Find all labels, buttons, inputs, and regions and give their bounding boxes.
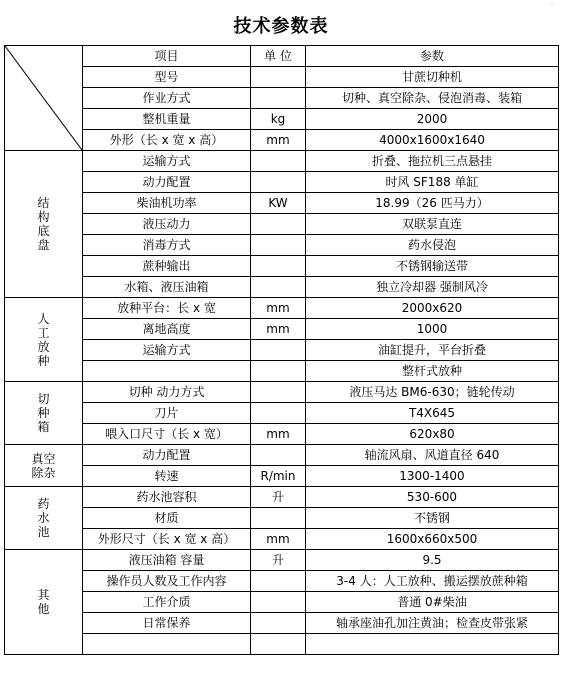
value-cell: 4000x1600x1640 (306, 130, 559, 151)
value-cell: 18.99（26 匹马力） (306, 193, 559, 214)
table-row (5, 487, 559, 508)
category-char: 人 (37, 311, 50, 326)
header-item: 项目 (83, 46, 251, 67)
diagonal-line (5, 46, 82, 150)
category-char: 箱 (37, 420, 50, 434)
value-cell: 切种、真空除杂、侵泡消毒、装箱 (306, 88, 559, 109)
category-char: 放 (37, 339, 50, 354)
table-row (5, 382, 559, 403)
item-cell: 刀片 (83, 403, 251, 424)
category-char: 底 (37, 224, 50, 238)
header-unit: 单 位 (251, 46, 306, 67)
value-cell: 药水侵泡 (306, 235, 559, 256)
unit-cell (251, 634, 306, 655)
category-cell (5, 487, 83, 550)
item-cell: 工作介质 (83, 592, 251, 613)
unit-cell (251, 340, 306, 361)
item-cell: 喂入口尺寸（长 x 宽） (83, 424, 251, 445)
category-cell (5, 382, 83, 445)
unit-cell (251, 88, 306, 109)
category-line: 真空 (31, 451, 56, 466)
item-cell: 水箱、液压油箱 (83, 277, 251, 298)
category-char: 盘 (37, 238, 50, 252)
category-cell (5, 151, 83, 298)
table-row (5, 214, 559, 235)
item-cell: 消毒方式 (83, 235, 251, 256)
item-cell: 材质 (83, 508, 251, 529)
value-cell: 2000x620 (306, 298, 559, 319)
table-row (5, 424, 559, 445)
value-cell: 2000 (306, 109, 559, 130)
table-row (5, 235, 559, 256)
table-row (5, 571, 559, 592)
category-cell (5, 550, 83, 655)
category-char: 种 (37, 353, 50, 368)
unit-cell: mm (251, 529, 306, 550)
value-cell: 液压马达 BM6-630；链轮传动 (306, 382, 559, 403)
value-cell: 1300-1400 (306, 466, 559, 487)
value-cell: 折叠、拖拉机三点悬挂 (306, 151, 559, 172)
table-row (5, 256, 559, 277)
table-row (5, 109, 559, 130)
value-cell: 1000 (306, 319, 559, 340)
table-row (5, 529, 559, 550)
value-cell: 普通 0#柴油 (306, 592, 559, 613)
category-char: 结 (37, 196, 50, 210)
value-cell: 不锈钢输送带 (306, 256, 559, 277)
category-char: 水 (37, 511, 50, 525)
table-row (5, 613, 559, 634)
table-row (5, 88, 559, 109)
unit-cell (251, 508, 306, 529)
item-cell: 离地高度 (83, 319, 251, 340)
category-char: 他 (37, 602, 50, 616)
unit-cell: KW (251, 193, 306, 214)
unit-cell (251, 172, 306, 193)
header-row (5, 46, 559, 67)
value-cell: 530-600 (306, 487, 559, 508)
value-cell: 轴流风扇、风道直径 640 (306, 445, 559, 466)
item-cell: 转速 (83, 466, 251, 487)
item-cell: 运输方式 (83, 340, 251, 361)
unit-cell (251, 613, 306, 634)
item-cell: 蔗种输出 (83, 256, 251, 277)
unit-cell (251, 571, 306, 592)
item-cell: 外形尺寸（长 x 宽 x 高） (83, 529, 251, 550)
value-cell: T4X645 (306, 403, 559, 424)
item-cell: 药水池容积 (83, 487, 251, 508)
item-cell (83, 634, 251, 655)
item-cell: 外形（长 x 宽 x 高） (83, 130, 251, 151)
category-char: 工 (37, 325, 50, 340)
value-cell: 时风 SF188 单缸 (306, 172, 559, 193)
table-row (5, 340, 559, 361)
unit-cell: mm (251, 319, 306, 340)
value-cell: 不锈钢 (306, 508, 559, 529)
category-char: 池 (37, 525, 50, 539)
item-cell: 动力配置 (83, 445, 251, 466)
unit-cell (251, 382, 306, 403)
category-char: 构 (37, 210, 50, 224)
item-cell: 柴油机功率 (83, 193, 251, 214)
unit-cell (251, 67, 306, 88)
unit-cell (251, 445, 306, 466)
item-cell: 液压油箱 容量 (83, 550, 251, 571)
unit-cell (251, 592, 306, 613)
table-row (5, 403, 559, 424)
category-cell (5, 445, 83, 487)
unit-cell: 升 (251, 487, 306, 508)
table-row (5, 319, 559, 340)
table-row (5, 298, 559, 319)
unit-cell (251, 214, 306, 235)
unit-cell (251, 403, 306, 424)
item-cell: 液压动力 (83, 214, 251, 235)
unit-cell: mm (251, 424, 306, 445)
table-row (5, 130, 559, 151)
value-cell: 甘蔗切种机 (306, 67, 559, 88)
table-row (5, 508, 559, 529)
category-char: 切 (37, 392, 50, 406)
item-cell: 放种平台：长 x 宽 (83, 298, 251, 319)
value-cell: 1600x660x500 (306, 529, 559, 550)
category-cell (5, 298, 83, 382)
table-row (5, 445, 559, 466)
value-cell: 独立冷却器 强制风冷 (306, 277, 559, 298)
table-row (5, 592, 559, 613)
category-char: 种 (37, 406, 50, 420)
unit-cell: kg (251, 109, 306, 130)
unit-cell (251, 151, 306, 172)
spec-table (4, 45, 559, 655)
item-cell: 型号 (83, 67, 251, 88)
item-cell: 操作员人数及工作内容 (83, 571, 251, 592)
value-cell: 双联泵直连 (306, 214, 559, 235)
unit-cell: mm (251, 298, 306, 319)
value-cell: 轴承座油孔加注黄油；检查皮带张紧 (306, 613, 559, 634)
unit-cell: 升 (251, 550, 306, 571)
value-cell: 9.5 (306, 550, 559, 571)
table-row (5, 466, 559, 487)
unit-cell: R/min (251, 466, 306, 487)
value-cell (306, 634, 559, 655)
table-row (5, 550, 559, 571)
category-char: 药 (37, 497, 50, 511)
header-param: 参数 (306, 46, 559, 67)
item-cell: 切种 动力方式 (83, 382, 251, 403)
unit-cell (251, 256, 306, 277)
corner-mark: ◦ (550, 1, 555, 9)
item-cell: 作业方式 (83, 88, 251, 109)
item-cell: 日常保养 (83, 613, 251, 634)
category-char: 其 (37, 588, 50, 602)
value-cell: 整杆式放种 (306, 361, 559, 382)
diagonal-corner-cell (5, 46, 83, 151)
table-row (5, 277, 559, 298)
table-row (5, 67, 559, 88)
table-row (5, 172, 559, 193)
unit-cell: mm (251, 130, 306, 151)
item-cell: 运输方式 (83, 151, 251, 172)
page-title: 技术参数表 (233, 16, 329, 37)
category-line: 除杂 (31, 465, 56, 480)
table-row (5, 151, 559, 172)
item-cell: 动力配置 (83, 172, 251, 193)
value-cell: 3-4 人：人工放种、搬运摆放蔗种箱 (306, 571, 559, 592)
item-cell (83, 361, 251, 382)
table-row (5, 193, 559, 214)
unit-cell (251, 361, 306, 382)
value-cell: 620x80 (306, 424, 559, 445)
unit-cell (251, 277, 306, 298)
table-row (5, 361, 559, 382)
item-cell: 整机重量 (83, 109, 251, 130)
unit-cell (251, 235, 306, 256)
value-cell: 油缸提升，平台折叠 (306, 340, 559, 361)
table-row (5, 634, 559, 655)
